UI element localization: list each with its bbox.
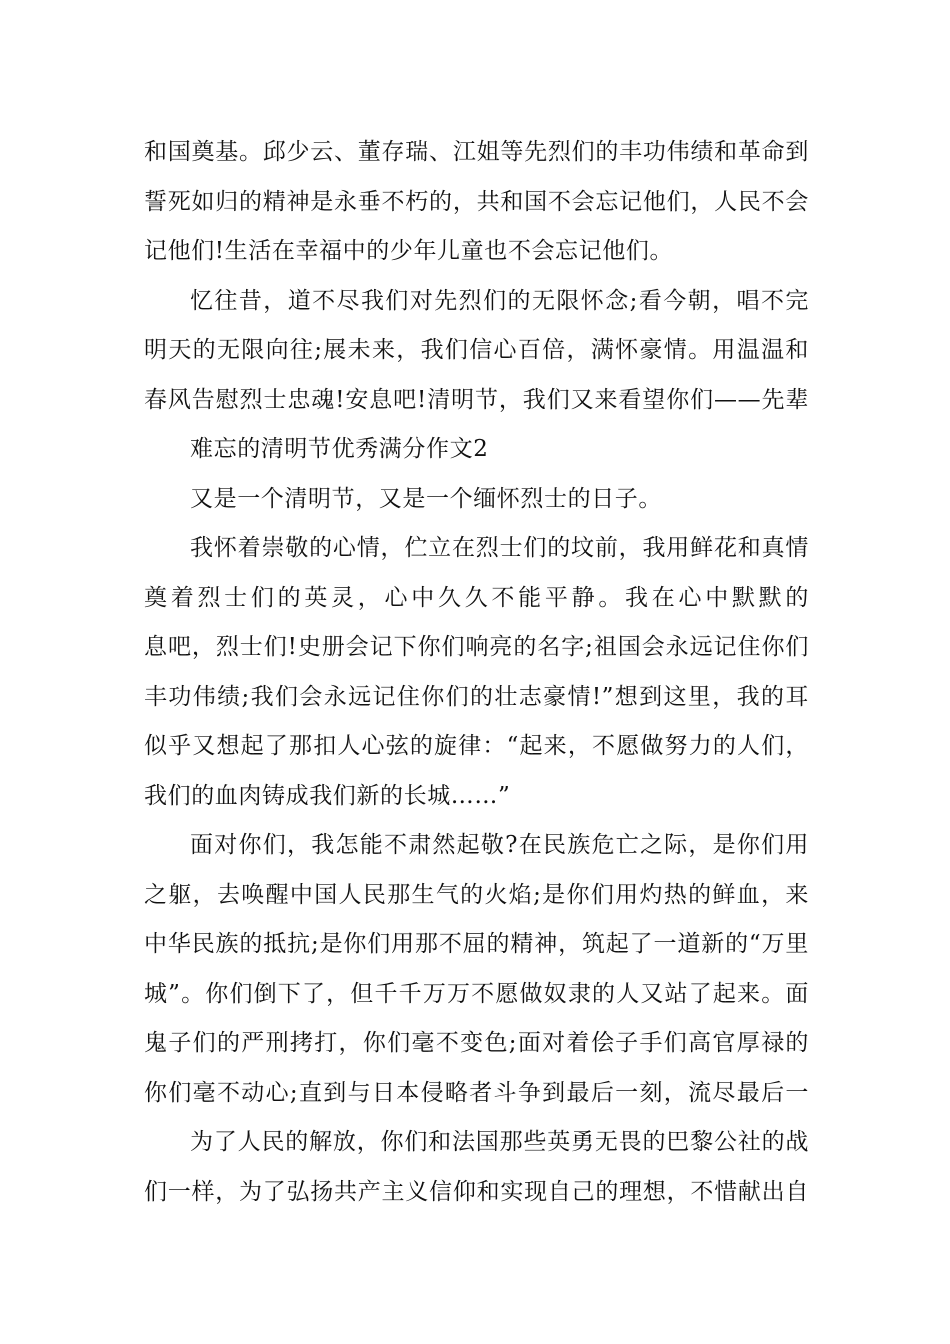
document-body [144,128,809,1217]
text-line: 我怀着崇敬的心情，伫立在烈士们的坟前，我用鲜花和真情 [190,535,809,561]
text-line: 丰功伟绩;我们会永远记住你们的壮志豪情!”想到这里，我的耳 [144,683,809,710]
text-line: 奠着烈士们的英灵，心中久久不能平静。我在心中默默的 [144,584,809,611]
text-line: 鬼子们的严刑拷打，你们毫不变色;面对着侩子手们高官厚禄的 [144,1030,809,1056]
text-line: 息吧，烈士们!史册会记下你们响亮的名字;祖国会永远记住你们 [144,634,809,660]
text-line: 你们毫不动心;直到与日本侵略者斗争到最后一刻，流尽最后一 [144,1079,809,1106]
text-line: 又是一个清明节，又是一个缅怀烈士的日子。 [190,485,662,512]
text-line: 中华民族的抵抗;是你们用那不屈的精神，筑起了一道新的“万里 [144,931,809,957]
text-line: 明天的无限向往;展未来，我们信心百倍，满怀豪情。用温温和 [144,337,809,363]
text-line: 忆往昔，道不尽我们对先烈们的无限怀念;看今朝，唱不完 [190,287,809,314]
text-line: 和国奠基。邱少云、董存瑞、江姐等先烈们的丰功伟绩和革命到 [144,139,809,165]
text-line: 面对你们，我怎能不肃然起敬?在民族危亡之际，是你们用 [190,832,809,858]
text-line: 为了人民的解放，你们和法国那些英勇无畏的巴黎公社的战 [190,1129,809,1155]
text-line: 似乎又想起了那扣人心弦的旋律：“起来，不愿做努力的人们， [144,733,809,759]
text-line: 之躯，去唤醒中国人民那生气的火焰;是你们用灼热的鲜血，来 [144,881,809,908]
text-line: 春风告慰烈士忠魂!安息吧!清明节，我们又来看望你们——先辈 [144,386,809,413]
text-line: 我们的血肉铸成我们新的长城……” [144,782,511,809]
text-line: 记他们!生活在幸福中的少年儿童也不会忘记他们。 [144,238,674,264]
text-line: 誓死如归的精神是永垂不朽的，共和国不会忘记他们，人民不会 [144,188,809,215]
text-line: 们一样，为了弘扬共产主义信仰和实现自己的理想，不惜献出自 [144,1178,809,1205]
text-line: 城”。你们倒下了，但千千万万不愿做奴隶的人又站了起来。面 [144,980,809,1007]
text-line: 难忘的清明节优秀满分作文2 [190,436,489,462]
